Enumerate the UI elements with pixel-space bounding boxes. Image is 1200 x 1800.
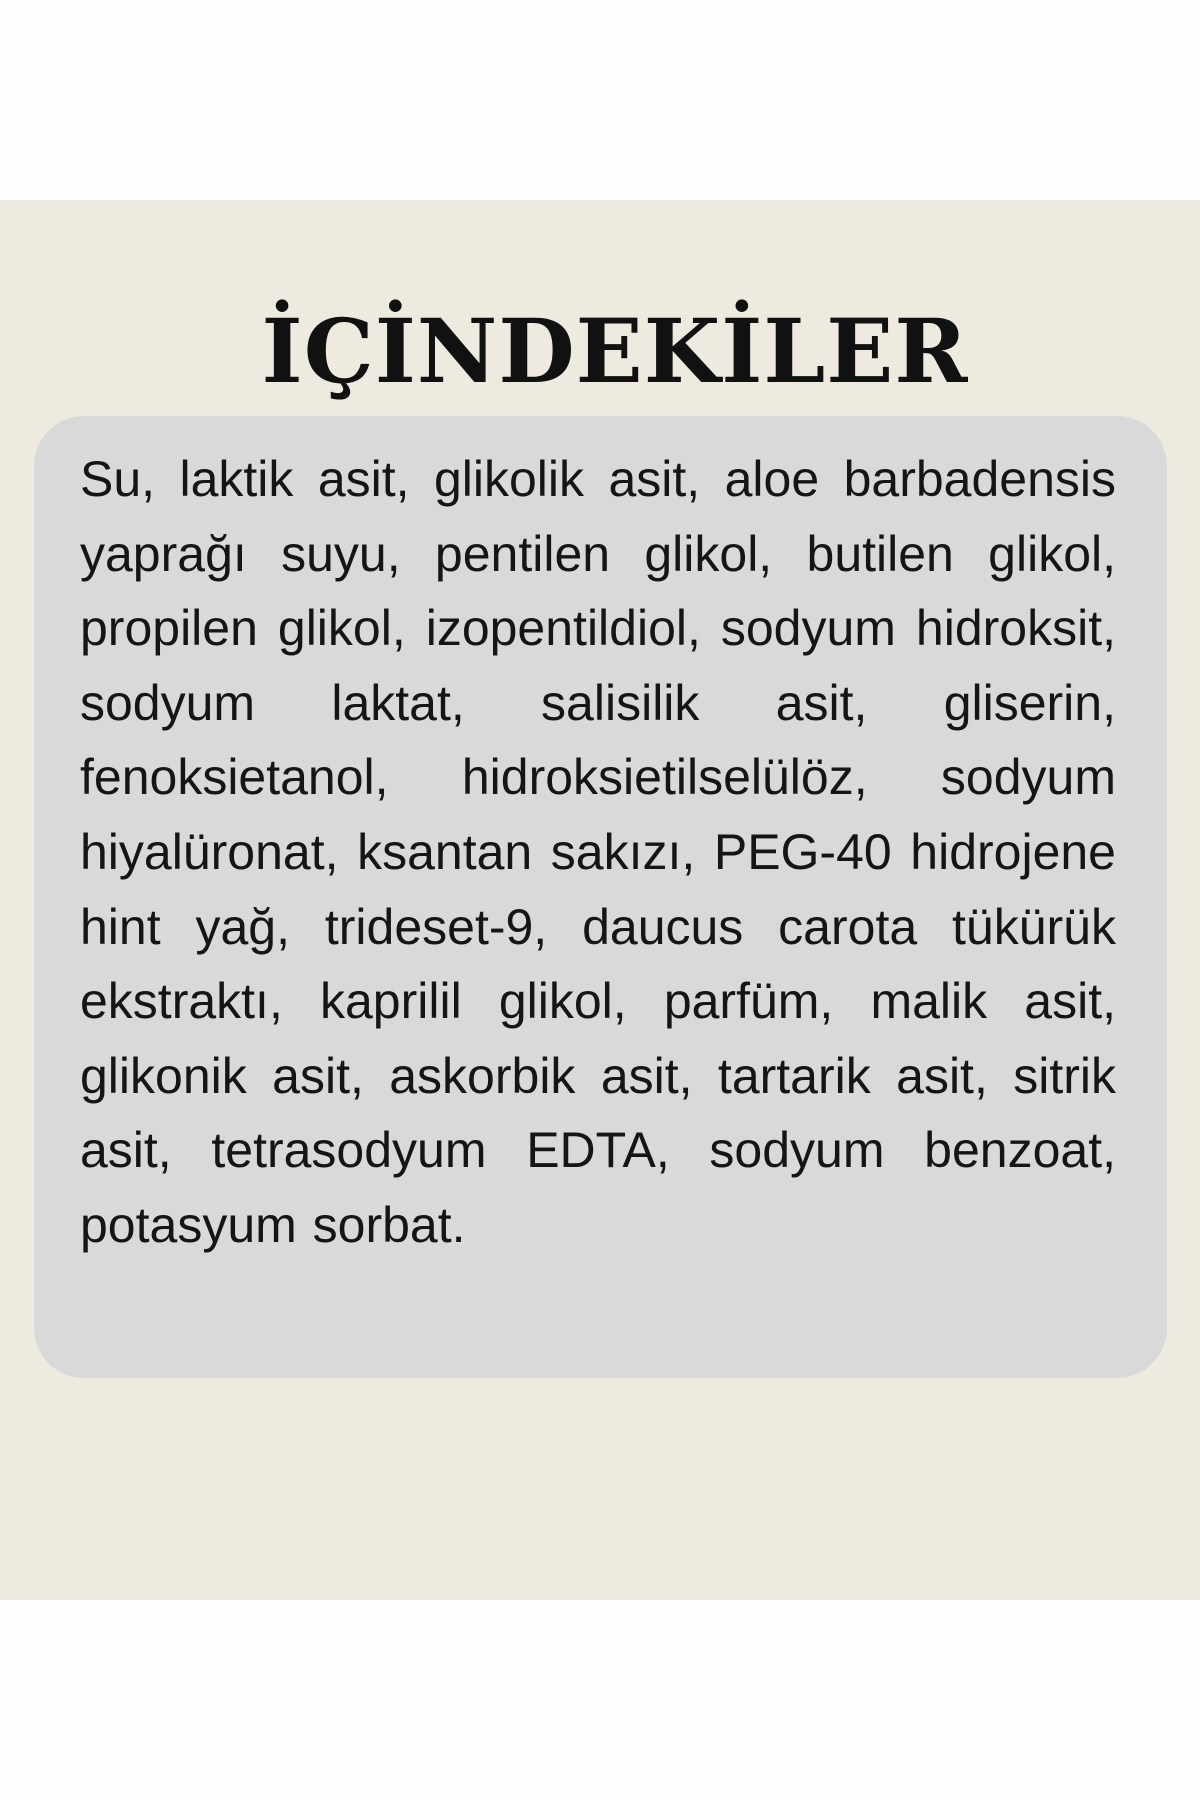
page-title: İÇİNDEKİLER <box>261 298 969 403</box>
ingredients-text: Su, laktik asit, glikolik asit, aloe barbadensis yaprağı suyu, pentilen glikol, butilen glikol, propilen glikol, izopentildiol, sodyum hidroksit, sodyum laktat, salisilik asit, gliserin, fenoksietanol, hidroksietilselülöz, sodyum hiyalüronat, ksantan sakızı, PEG-40 hidrojene hint yağ, trideset-9, daucus carota tükürük ekstraktı, kaprilil glikol, parfüm, malik asit, glikonik asit, askorbik asit, tartarik asit, sitrik asit, tetrasodyum EDTA, sodyum benzoat, potasyum sorbat. <box>80 451 1116 1253</box>
